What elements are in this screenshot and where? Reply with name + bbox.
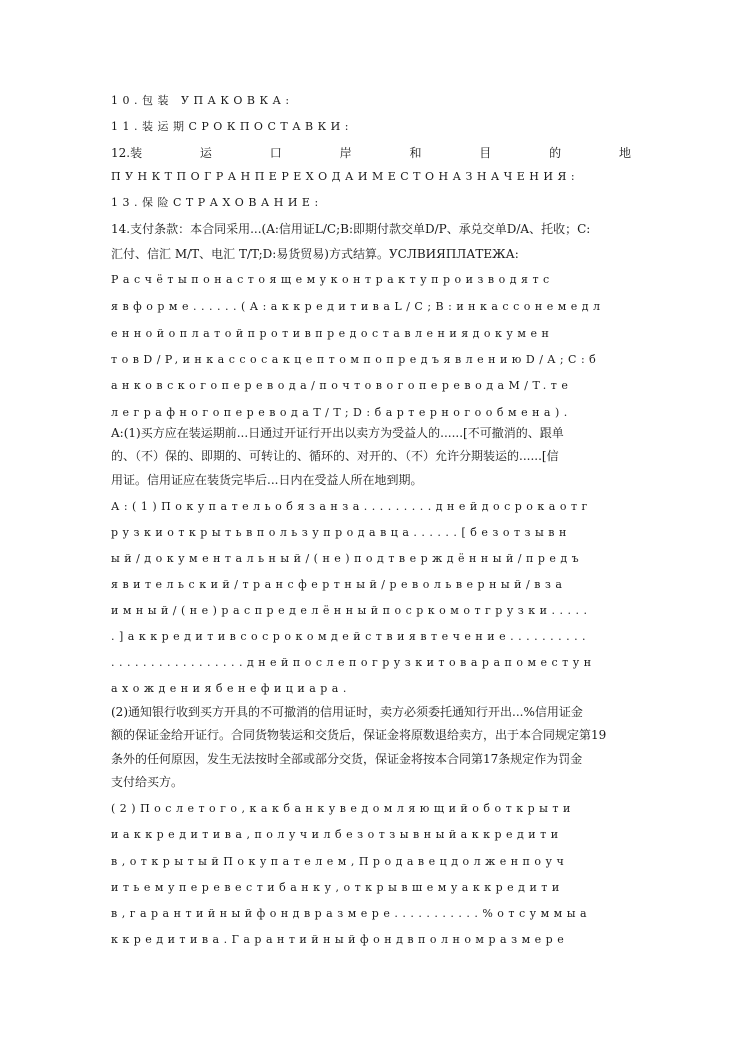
text-line: 条外的任何原因，发生无法按时全部或部分交货，保证金将按本合同第17条规定作为罚金 xyxy=(111,752,583,766)
text-word: 地 xyxy=(618,146,631,160)
text-line: ахождениябенефициара. xyxy=(111,682,351,695)
text-line: 汇付、信汇 M/T、电汇 T/T;D:易货贸易)方式结算。УСЛВИЯПЛАТЕЖА: xyxy=(111,247,519,261)
text-line: Расчётыпонастоящемуконтрактупроизводятс xyxy=(111,273,554,286)
text-line: итьемуперевестибанку,открывшемуаккредити xyxy=(111,881,564,894)
text-line: (2)通知银行收到买方开具的不可撤消的信用证时，卖方必须委托通知行开出...%信用证金 xyxy=(111,705,583,719)
text-line: ккредитива.Гарантийныйфондвполномразмере xyxy=(111,933,569,946)
text-line: 用证。信用证应在装货完毕后...日内在受益人所在地到期。 xyxy=(111,473,423,487)
text-line: .................днейпослепогрузкитоварапоместун xyxy=(111,656,596,669)
text-line: ый/документальный/(не)подтверждённый/предъ xyxy=(111,552,584,565)
text-line: в,открытыйПокупателем,Продавецдолженпоуч xyxy=(111,855,569,868)
text-word: 岸 xyxy=(339,146,352,160)
text-line: леграфногопереводаT/T;D:бартерногообмена). xyxy=(111,406,572,419)
text-line: 10.包装 УПАКОВКА: xyxy=(111,94,294,107)
text-line: 额的保证金给开证行。合同货物装运和交货后，保证金将原数退给卖方，出于本合同规定第19 xyxy=(111,728,607,742)
text-line: товD/P,инкассосакцептомпопредъявлениюD/A;C:б xyxy=(111,353,601,366)
text-line: имный/(не)распределённыйпосркомотгрузки..... xyxy=(111,604,592,617)
text-word: 口 xyxy=(269,146,282,160)
text-line: 14.支付条款：本合同采用...(A:信用证L/C;B:即期付款交单D/P、承兑交单D/A、托收；C: xyxy=(111,222,591,236)
text-word: 运 xyxy=(199,146,212,160)
text-word: 目 xyxy=(479,146,492,160)
text-line: еннойоплатойпротивпредоставлениядокумен xyxy=(111,327,554,340)
text-line: анковскогоперевода/почтовогопереводаM/T.те xyxy=(111,379,573,392)
text-line: явформе......(А:аккредитиваL/C;B:инкассонемедл xyxy=(111,300,605,313)
text-line: иаккредитива,получилбезотзывныйаккредити xyxy=(111,828,563,841)
text-line: в,гарантийныйфондвразмере...........%отсуммыа xyxy=(111,907,592,920)
text-line: рузкиоткрытьвпользупродавца......[безотзывн xyxy=(111,526,571,539)
text-line: 11.装运期СРОКПОСТАВКИ: xyxy=(111,120,353,133)
text-line: 的、（不）保的、即期的、可转让的、循环的、对开的、（不）允许分期装运的......[信 xyxy=(111,449,559,463)
text-word: 和 xyxy=(409,146,422,160)
text-line: явительский/трансфертный/револьверный/вза xyxy=(111,578,567,591)
text-word: 12.装 xyxy=(111,146,143,160)
text-line: 13.保险СТРАХОВАНИЕ: xyxy=(111,196,323,209)
text-line: (2)Послетого,какбанкуведомляющийоботкрыти xyxy=(111,802,575,815)
text-word: 的 xyxy=(549,146,562,160)
text-line: А:(1)Покупательобязанза.........днейдосрокаотг xyxy=(111,500,592,513)
text-line: ПУНКТПОГРАНПЕРЕХОДАИМЕСТОНАЗНАЧЕНИЯ: xyxy=(111,170,580,183)
text-line: .]аккредитивсосрокомдействиявтечение.......... xyxy=(111,630,591,643)
text-line: 支付给买方。 xyxy=(111,775,184,789)
text-line-justified xyxy=(111,143,631,163)
text-line: A:(1)买方应在装运期前...日通过开证行开出以卖方为受益人的......[不可撤消的、跟单 xyxy=(111,426,564,440)
